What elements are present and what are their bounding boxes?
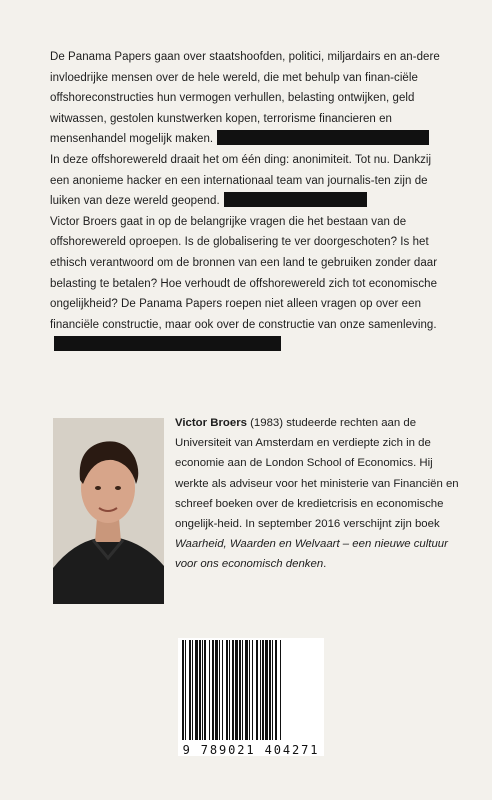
book-title: Waarheid, Waarden en Welvaart – een nieuwe cultuur voor ons economisch denken: [175, 538, 448, 571]
barcode: [178, 638, 324, 756]
author-photo: [53, 418, 164, 604]
barcode-bars: [178, 638, 324, 742]
blurb-paragraph-1: De Panama Papers gaan over staatshoofden, politici, miljardairs en an-dere invloedrijke mensen over de hele wereld, die met behulp van finan-ciële offshoreconstructies hun vermogen verhullen, belasting ontwijken, geld witwassen, gestolen kunstwerken kopen, terrorisme financieren en mensenhandel mogelijk maken.: [50, 51, 440, 146]
bio-text: (1983) studeerde rechten aan de Universiteit van Amsterdam en verdiepte zich in de economie aan de London School of Economics. Hij werkte als adviseur voor het ministerie van Financiën en schreef boeken over de kredietcrisis en economische ongelijk-heid. In september 2016 verschijnt zijn boek: [175, 417, 459, 531]
blurb-paragraph-2: In deze offshorewereld draait het om één ding: anonimiteit. Tot nu. Dankzij een anonieme hacker en een internationaal team van journalis-ten zijn de luiken van deze wereld geopend.: [50, 153, 432, 208]
redaction-bar: [224, 192, 367, 207]
author-name: Victor Broers: [175, 417, 247, 429]
blurb-paragraph-3: Victor Broers gaat in op de belangrijke vragen die het bestaan van de offshorewereld oproepen. Is de globalisering te ver doorgeschoten? Is het ethisch verantwoord om de bronnen van een land te gebruiken zonder daar belasting te betalen? Hoe verhoudt de offshorewereld zich tot economische ongelijkheid? De Panama Papers roepen niet alleen vragen op over een financiële constructie, maar ook over de constructie van onze samenleving.: [50, 212, 452, 356]
redaction-bar: [54, 336, 281, 351]
blurb-text: [50, 47, 452, 356]
author-portrait-image: [53, 418, 164, 604]
isbn-number: 9 789021 404271: [182, 743, 320, 757]
redaction-bar: [217, 130, 429, 145]
author-bio: Victor Broers (1983) studeerde rechten aan de Universiteit van Amsterdam en verdiepte zich in de economie aan de London School of Economics. Hij werkte als adviseur voor het ministerie van Financiën en schreef boeken over de kredietcrisis en economische ongelijk-heid. In september 2016 verschijnt zijn boek Waarheid, Waarden en Welvaart – een nieuwe cultuur voor ons economisch denken.: [175, 417, 459, 571]
